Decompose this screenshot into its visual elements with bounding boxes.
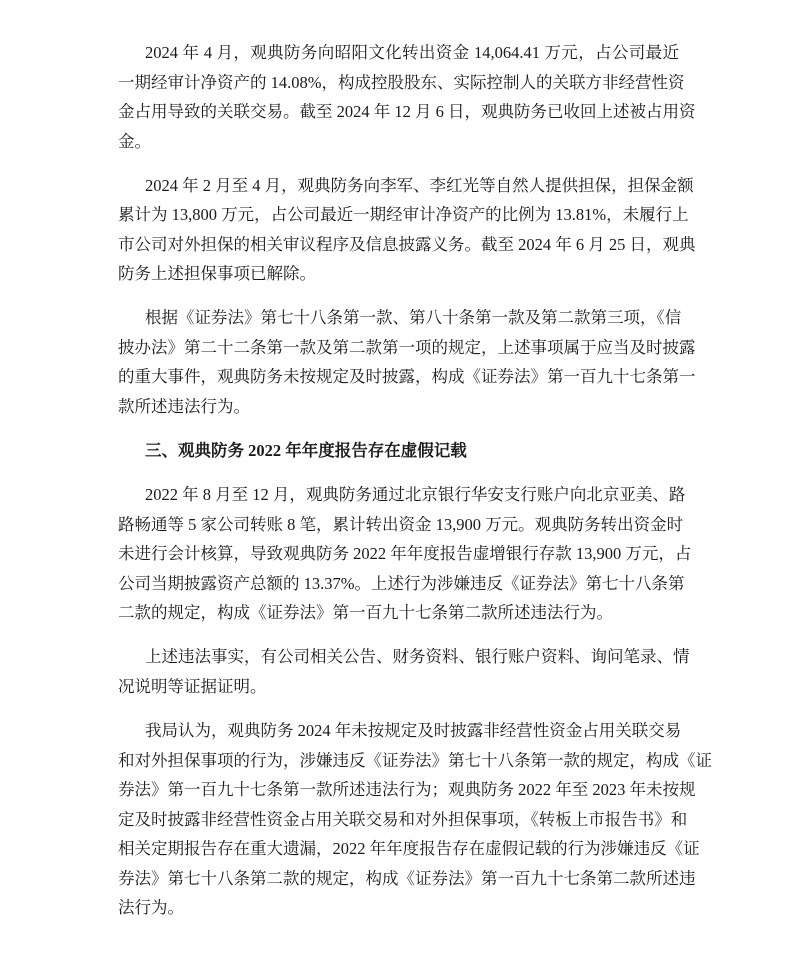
text-line: 2024 年 4 月，观典防务向昭阳文化转出资金 14,064.41 万元，占公司最近: [145, 43, 679, 62]
paragraphs-after: [118, 480, 712, 922]
paragraph: [118, 38, 696, 156]
text-line: 和对外担保事项的行为，涉嫌违反《证券法》第七十八条第一款的规定，构成《证: [118, 750, 712, 770]
text-line: 二款的规定，构成《证券法》第一百九十七条第二款所述违法行为。: [118, 603, 613, 623]
text-line: 一期经审计净资产的 14.08%，构成控股股东、实际控制人的关联方非经营性资: [118, 72, 685, 92]
text-line: 款所述违法行为。: [118, 396, 250, 416]
text-line: 上述违法事实，有公司相关公告、财务资料、银行账户资料、询问笔录、情: [145, 647, 690, 667]
text-line: 未进行会计核算，导致观典防务 2022 年年度报告虚增银行存款 13,900 万元，占: [118, 544, 692, 564]
text-line: 券法》第一百九十七条第一款所述违法行为；观典防务 2022 年至 2023 年未按规: [118, 780, 696, 800]
text-line: 金占用导致的关联交易。截至 2024 年 12 月 6 日，观典防务已收回上述被占用资: [118, 102, 696, 121]
text-line: 公司当期披露资产总额的 13.37%。上述行为涉嫌违反《证券法》第七十八条第: [118, 573, 685, 593]
section-heading: 三、观典防务 2022 年年度报告存在虚假记载: [145, 441, 467, 461]
paragraph: [118, 716, 712, 923]
paragraph: [118, 303, 696, 421]
text-line: 披办法》第二十二条第一款及第二款第一项的规定，上述事项属于应当及时披露: [118, 337, 696, 357]
text-line: 路畅通等 5 家公司转账 8 笔，累计转出资金 13,900 万元。观典防务转出资金时: [118, 514, 684, 534]
text-line: 市公司对外担保的相关审议程序及信息披露义务。截至 2024 年 6 月 25 日，观典: [118, 234, 696, 254]
document-page: [118, 38, 712, 937]
text-line: 防务上述担保事项已解除。: [118, 264, 316, 284]
text-line: 券法》第七十八条第二款的规定，构成《证券法》第一百九十七条第二款所述违: [118, 868, 696, 888]
text-line: 2024 年 2 月至 4 月，观典防务向李军、李红光等自然人提供担保，担保金额: [145, 175, 694, 195]
text-line: 金。: [118, 131, 151, 151]
paragraph: [118, 171, 696, 289]
text-line: 法行为。: [118, 898, 184, 918]
paragraphs-before: [118, 38, 696, 421]
text-line: 相关定期报告存在重大遗漏，2022 年年度报告存在虚假记载的行为涉嫌违反《证: [118, 839, 700, 859]
text-line: 2022 年 8 月至 12 月，观典防务通过北京银行华安支行账户向北京亚美、路: [145, 485, 686, 505]
text-line: 根据《证券法》第七十八条第一款、第八十条第一款及第二款第三项，《信: [145, 308, 682, 328]
text-line: 的重大事件，观典防务未按规定及时披露，构成《证券法》第一百九十七条第一: [118, 367, 696, 387]
text-line: 定及时披露非经营性资金占用关联交易和对外担保事项，《转板上市报告书》和: [118, 809, 688, 829]
text-line: 况说明等证据证明。: [118, 676, 267, 696]
text-line: 我局认为，观典防务 2024 年未按规定及时披露非经营性资金占用关联交易: [145, 721, 682, 741]
paragraph: [118, 642, 690, 701]
text-line: 累计为 13,800 万元，占公司最近一期经审计净资产的比例为 13.81%，未履行上: [118, 205, 689, 225]
paragraph: [118, 480, 692, 628]
